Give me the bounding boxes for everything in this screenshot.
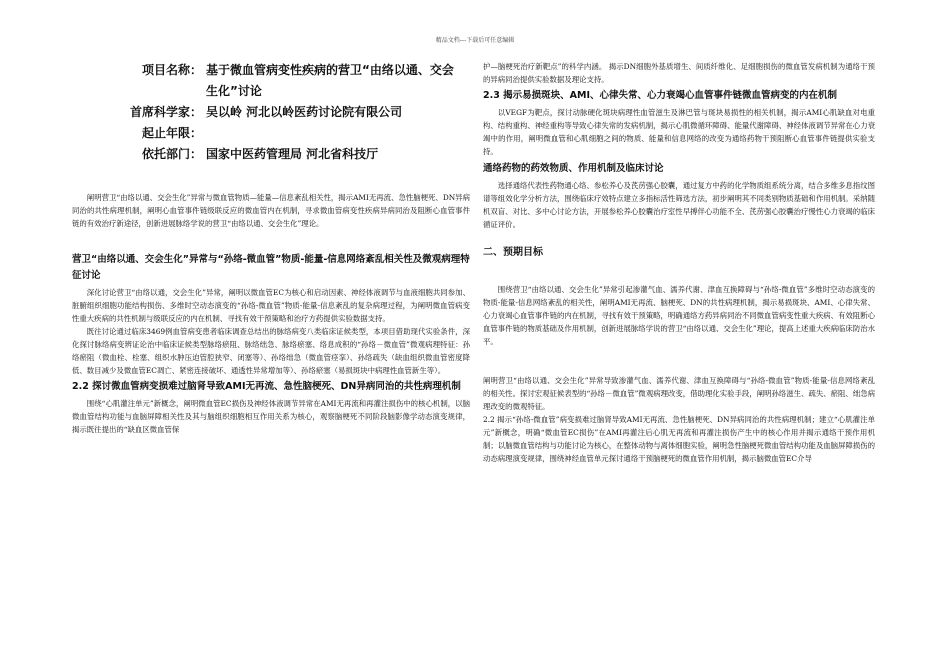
meta-value: 基于微血管病变性疾病的营卫“由络以通、交会生化”讨论 [206,63,454,98]
body-paragraph: 既往讨论通过临床3469例血管病变患者临床调查总结出的脉络病变八类临床证候类型，本项目借助现代实验条件，深化探讨脉络病变辨证论治中临床证候类型脉络瘀阻、脉络绌急、脉络瘀塞、络息成积的“孙络－微血管”微观病理特征：孙络瘀阻（微血栓、栓塞、组织水肿压迫管腔狭窄、闭塞等）、孙络绌急（微血管痉挛）、孙络疏失（缺血组织微血管密度降低、数目减少及微血管EC凋亡、紧密连接破坏、通透性异常增加等）、孙络瘀塞（易损斑块中病理性血管新生等）。 [72,327,470,375]
meta-key: 起止年限： [141,126,202,140]
meta-value: 国家中医药管理局 河北省科技厅 [206,147,379,161]
left-column [72,60,470,436]
body-paragraph: 2.2 揭示“孙络-微血管”病变损难过脑肾导致AMI无再流、急性脑梗死、DN异病同治的共性病理机制；建立“心肌灌注单元”新概念，明确“微血管EC损伤”在AMI再灌注后心肌无再流和再灌注损伤产生中的核心作用并揭示通络干预作用机制；以脑微血管结构与功能讨论为核心，在整体动物与离体细胞实验，阐明急性脑梗死微血管结构功能及血脑屏障损伤的动态病理演变规律，围绕神经血管单元探讨通络干预脑梗死的微血管作用机制，揭示脑微血管EC介导 [483,415,875,463]
body-paragraph: 深化讨论营卫“由络以通，交会生化”异常，阐明以微血管EC为核心和启动因素、神经体液调节与血液细胞共同参加、脏腑组织细胞功能结构损伤、多维时空动态演变的“孙络-微血管”物质-能量-信息紊乱的复杂病理过程，为阐明微血管病变性重大疾病的共性机制与级联反应的内在机制、寻找有效干预策略和治疗方药提供实验数据支持。 [72,288,470,323]
meta-key: 依托部门： [141,147,202,161]
body-paragraph: 阐明营卫“由络以通、交会生化”异常导致渗灌气血、濡养代谢、津血互换障碍与“孙络-微血管”物质-能量-信息网络紊乱的相关性。探讨宏观征候表型的“孙络－微血管”微观病理改变，借助理化实验手段，阐明孙络滋生、疏失、瘀阻、绌急病理改变的微观特征。 [483,376,875,411]
body-paragraph: 围绕“心肌灌注单元”新概念，阐明微血管EC损伤及神经体液调节异常在AMI无再流和再灌注损伤中的核心机制，以脑微血管结构功能与血脑屏障相关性及其与脑组织细胞相互作用关系为核心，观察脑梗死不同阶段脑影像学动态演变规律，揭示既往提出的“缺血区微血管保 [72,399,470,434]
project-meta [130,60,470,165]
section-heading: 通络药物的药效物质、作用机制及临床讨论 [483,163,664,174]
meta-value: 吴以岭 河北以岭医药讨论院有限公司 [206,105,403,119]
body-paragraph: 以VEGF为靶点，探讨动脉硬化斑块病理性血管滋生及淋巴管与斑块易损性的相关机制，揭示AMI心肌缺血对电重构、结构重构、神经重构等导致心律失常的发病机制，揭示心肌微循环障碍、能量代谢障碍、神经体液调节异常在心力衰竭中的作用，阐明微血管和心肌细胞之间的物质、能量和信息网络的改变为通络药物干预阻断心血管事件链提供实验支持。 [483,108,875,156]
meta-row-project-name [130,60,470,102]
section-heading: 2.2 探讨微血管病变损难过脑肾导致AMI无再流、急性脑梗死、DN异病同治的共性病理机制 [72,381,461,392]
section-heading: 二、预期目标 [483,247,543,258]
meta-key: 首席科学家： [130,105,203,119]
meta-row-chief-scientist [130,102,470,123]
section-heading: 2.3 揭示易损斑块、AMI、心律失常、心力衰竭心血管事件链微血管病变的内在机制 [483,90,837,101]
meta-row-department [130,144,470,165]
meta-key: 项目名称： [141,63,202,77]
body-paragraph: 选择通络代表性药物通心络、参松养心及芪苈强心胶囊，通过复方中药的化学物质组系统分离，结合多维多息指纹图谱等组效化学分析方法，围绕临床疗效特点建立多指标活性筛选方法，初步阐明其不同类别物质基础和作用机制。采纳随机双盲、对比、多中心讨论方法，开展参松养心胶囊治疗室性早搏伴心功能不全、芪苈强心胶囊治疗慢性心力衰竭的临床循证评价。 [483,181,875,229]
watermark: 精品文档---下载后可任意编辑 [435,37,515,44]
right-column [483,60,875,465]
abstract-paragraph: 阐明营卫“由络以通、交会生化”异常与微血管物质—能量—信息紊乱相关性，揭示AMI无再流、急性脑梗死、DN异病同治的共性病理机制，阐明心血管事件链级联反应的微血管内在机制，寻求微血管病变性疾病异病同治及阻断心血管事件链的有效治疗新途径，创新进展脉络学说的营卫“由络以通、交会生化”理论。 [72,193,470,228]
meta-row-period [130,123,470,144]
body-paragraph: 围绕营卫“由络以通、交会生化”异常引起渗灌气血、濡养代谢、津血互换障碍与“孙络-微血管”多维时空动态演变的物质-能量-信息网络紊乱的相关性，阐明AMI无再流、脑梗死、DN的共性病理机制，揭示易损斑块、AMI、心律失常、心力衰竭心血管事件链的内在机制，寻找有效干预策略，明确通络方药异病同治不同微血管病变性重大疾病、有效阻断心血管事件链的物质基础及作用机制，创新进展脉络学说的营卫“由络以通、交会生化”理论，提高上述重大疾病临床防治水平。 [483,285,875,346]
meta-value [206,123,464,144]
section-heading: 营卫“由络以通、交会生化”异常与“孙络-微血管”物质-能量-信息网络紊乱相关性及微观病理特征讨论 [72,254,470,281]
body-paragraph: 护—脑梗死治疗新靶点”的科学内涵。 揭示DN细胞外基质增生、间质纤维化、足细胞损伤的微血管发病机制为通络干预的异病同治提供实验数据及理论支持。 [483,62,875,84]
